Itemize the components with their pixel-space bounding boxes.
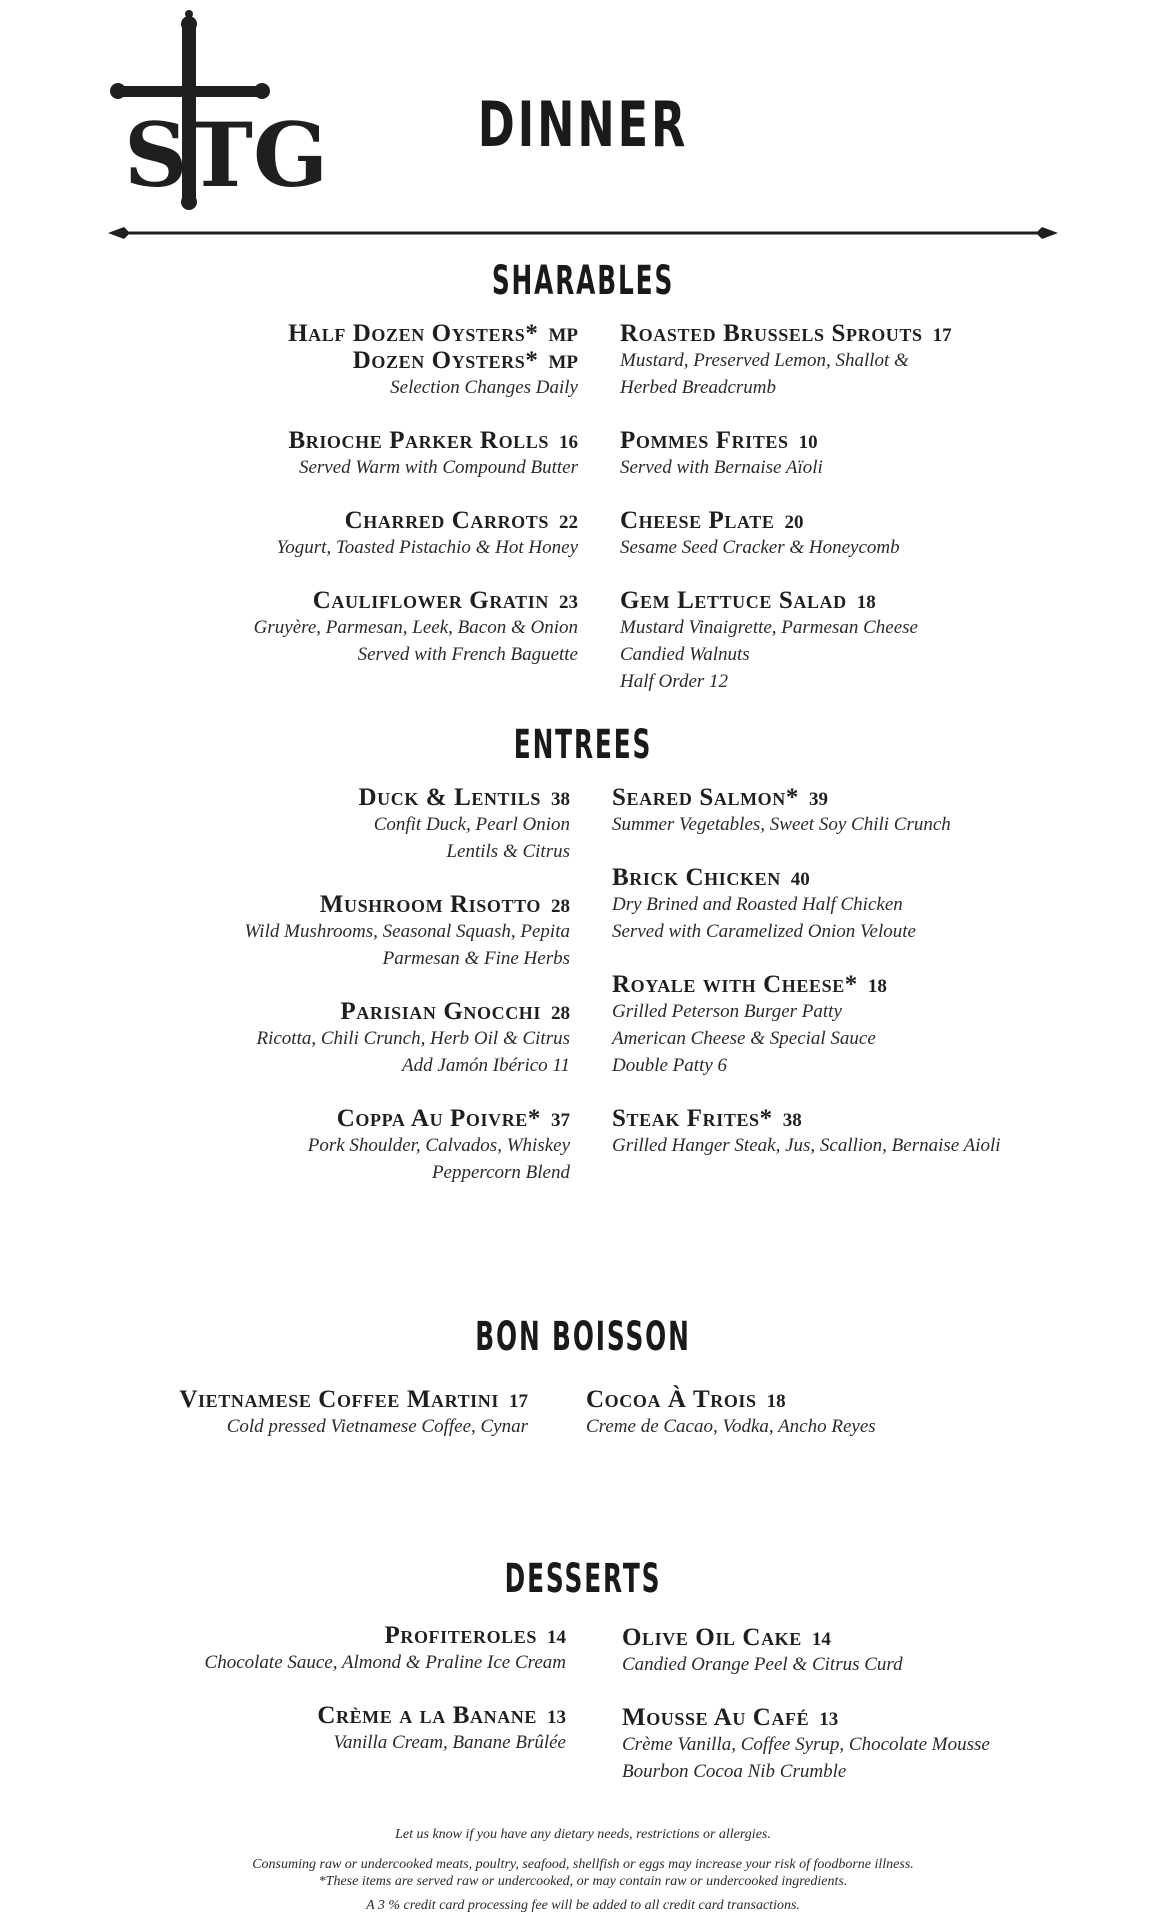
menu-item-description: Dry Brined and Roasted Half Chicken [612,894,903,915]
sharables-left-column [108,320,578,694]
menu-item-name: Mushroom Risotto [319,891,541,918]
menu-item [586,1386,1066,1440]
menu-item-title-row [620,507,1120,534]
entrees-heading: ENTREES [513,722,653,768]
menu-item-price: 13 [819,1709,839,1730]
menu-item-title-row [108,320,578,347]
desserts-left-column [46,1622,566,1782]
menu-item [612,1105,1132,1159]
menu-item-title-row [620,320,1120,347]
menu-item-description: Mustard, Preserved Lemon, Shallot & [620,350,909,371]
menu-item-description: American Cheese & Special Sauce [612,1028,876,1049]
menu-item-title-row [100,998,570,1025]
menu-item-price: 39 [808,789,828,810]
menu-item-name: Mousse Au Café [622,1704,810,1731]
menu-item-description: Served with Caramelized Onion Veloute [612,921,916,942]
menu-item-description: Chocolate Sauce, Almond & Praline Ice Cream [204,1652,566,1673]
menu-item [46,1622,566,1676]
menu-item-name: Crème a la Banane [317,1702,537,1729]
menu-item [108,427,578,481]
menu-item-description: Wild Mushrooms, Seasonal Squash, Pepita [244,921,570,942]
menu-item-description: Mustard Vinaigrette, Parmesan Cheese [620,617,918,638]
menu-item-name: Pommes Frites [620,427,789,454]
menu-item-description: Summer Vegetables, Sweet Soy Chili Crunch [612,814,951,835]
menu-item-price: 23 [559,592,578,613]
menu-item-price: MP [548,352,578,373]
menu-item-price: 17 [509,1391,528,1412]
menu-item-price: 28 [551,896,570,917]
bon-boisson-right-column [586,1386,1066,1466]
menu-item-price: 37 [551,1110,570,1131]
menu-item-description: Lentils & Citrus [446,841,570,862]
menu-item-description: Peppercorn Blend [431,1162,570,1183]
menu-item [108,507,578,561]
menu-item-description: Herbed Breadcrumb [620,377,777,398]
ornamental-divider [108,226,1058,240]
entrees-left-column [100,784,570,1212]
menu-item-title-row [612,784,1132,811]
menu-item [612,864,1132,945]
menu-item-name: Brioche Parker Rolls [288,427,549,454]
menu-item-description: Selection Changes Daily [390,377,578,398]
menu-item-price: 38 [782,1110,802,1131]
menu-item-price: 14 [811,1629,831,1650]
menu-item-title-row [612,971,1132,998]
menu-item-price: MP [548,325,578,346]
menu-item-title-row [620,587,1120,614]
menu-item-title-row [612,1105,1132,1132]
menu-item-description: Cold pressed Vietnamese Coffee, Cynar [226,1416,528,1437]
menu-item-price: 38 [551,789,570,810]
menu-item [620,507,1120,561]
menu-item-title-row [622,1624,1122,1651]
menu-item-title-row [100,1105,570,1132]
menu-item-price: 18 [766,1391,786,1412]
menu-item-name: Olive Oil Cake [622,1624,802,1651]
menu-item-title-row [46,1702,566,1729]
menu-item [108,320,578,401]
credit-card-fee-note: A 3 % credit card processing fee will be added to all credit card transactions. [366,1898,800,1913]
menu-item-title-row [108,587,578,614]
menu-item-name: Seared Salmon* [612,784,799,811]
menu-item [108,587,578,668]
menu-item-name: Vietnamese Coffee Martini [179,1386,499,1413]
menu-item-description: Grilled Hanger Steak, Jus, Scallion, Bernaise Aioli [612,1135,1001,1156]
menu-item-name: Cocoa À Trois [586,1386,757,1413]
desserts-right-column [622,1624,1122,1811]
menu-item-price: 18 [867,976,887,997]
menu-item-name: Profiteroles [384,1622,537,1649]
menu-item [46,1702,566,1756]
menu-item-title-row [612,864,1132,891]
menu-item-name: Roasted Brussels Sprouts [620,320,923,347]
menu-item-name: Royale with Cheese* [612,971,858,998]
menu-item-price: 20 [784,512,804,533]
menu-item [100,998,570,1079]
menu-item-price: 22 [559,512,578,533]
menu-item-price: 17 [932,325,952,346]
desserts-heading: DESSERTS [504,1556,662,1602]
menu-item-name: Coppa Au Poivre* [336,1105,541,1132]
menu-item-name: Cheese Plate [620,507,775,534]
menu-item-title-row [622,1704,1122,1731]
menu-item-name: Half Dozen Oysters* [288,320,539,347]
menu-item-price: 13 [547,1707,566,1728]
menu-item-price: 40 [790,869,810,890]
menu-item-name: Gem Lettuce Salad [620,587,847,614]
raw-items-note: *These items are served raw or undercooked, or may contain raw or undercooked ingredients. [318,1874,848,1889]
menu-item-title-row [586,1386,1066,1413]
menu-item-description: Creme de Cacao, Vodka, Ancho Reyes [586,1416,876,1437]
menu-item [620,587,1120,695]
menu-item-description: Candied Walnuts [620,644,750,665]
menu-item-description: Confit Duck, Pearl Onion [373,814,570,835]
sharables-right-column [620,320,1120,721]
sharables-heading: SHARABLES [491,258,675,304]
dietary-note: Let us know if you have any dietary needs, restrictions or allergies. [395,1827,771,1842]
menu-item-name: Cauliflower Gratin [312,587,549,614]
menu-item-name: Charred Carrots [344,507,549,534]
bon-boisson-heading: BON BOISSON [475,1314,691,1360]
menu-item-name: Duck & Lentils [358,784,541,811]
menu-item-name: Brick Chicken [612,864,781,891]
menu-item-title-row [100,784,570,811]
menu-item-description: Ricotta, Chili Crunch, Herb Oil & Citrus [256,1028,570,1049]
menu-item-description: Parmesan & Fine Herbs [382,948,570,969]
menu-item-name: Steak Frites* [612,1105,773,1132]
menu-item-title-row [100,891,570,918]
menu-item-description: Sesame Seed Cracker & Honeycomb [620,537,900,558]
menu-item-title-row [46,1622,566,1649]
menu-item-description: Served Warm with Compound Butter [298,457,578,478]
entrees-right-column [612,784,1132,1185]
menu-item-description: Served with Bernaise Aïoli [620,457,823,478]
menu-item-title-row [108,427,578,454]
menu-item-description: Vanilla Cream, Banane Brûlée [333,1732,566,1753]
menu-item-price: 16 [559,432,578,453]
menu-item [622,1704,1122,1785]
menu-item-title-row [620,427,1120,454]
menu-item [622,1624,1122,1678]
menu-item-price: 28 [551,1003,570,1024]
menu-item-price: 14 [547,1627,566,1648]
menu-item [620,320,1120,401]
menu-item [100,891,570,972]
svg-text:STG: STG [124,103,329,207]
menu-item-description: Add Jamón Ibérico 11 [402,1055,570,1076]
menu-item-title-row [8,1386,528,1413]
menu-item-name: Dozen Oysters* [352,347,539,374]
menu-item [620,427,1120,481]
bon-boisson-left-column [8,1386,528,1466]
menu-item [8,1386,528,1440]
menu-item-description: Double Patty 6 [612,1055,728,1076]
menu-item-description: Candied Orange Peel & Citrus Curd [622,1654,903,1675]
foodborne-warning: Consuming raw or undercooked meats, poultry, seafood, shellfish or eggs may increase your risk of foodborne illness. [252,1857,914,1872]
menu-title: DINNER [477,88,689,161]
menu-item-price: 10 [798,432,818,453]
menu-item-name: Parisian Gnocchi [340,998,541,1025]
menu-item-description: Bourbon Cocoa Nib Crumble [622,1761,847,1782]
menu-item-title-row [108,347,578,374]
menu-item-description: Gruyère, Parmesan, Leek, Bacon & Onion [253,617,578,638]
menu-item-description: Yogurt, Toasted Pistachio & Hot Honey [276,537,578,558]
menu-item-description: Grilled Peterson Burger Patty [612,1001,842,1022]
menu-item-description: Served with French Baguette [357,644,578,665]
menu-item-description: Half Order 12 [620,671,729,692]
menu-item-title-row [108,507,578,534]
menu-item [100,784,570,865]
menu-item-description: Pork Shoulder, Calvados, Whiskey [307,1135,570,1156]
menu-item [100,1105,570,1186]
menu-item [612,971,1132,1079]
menu-item [612,784,1132,838]
menu-item-description: Crème Vanilla, Coffee Syrup, Chocolate Mousse [622,1734,990,1755]
menu-item-price: 18 [856,592,876,613]
